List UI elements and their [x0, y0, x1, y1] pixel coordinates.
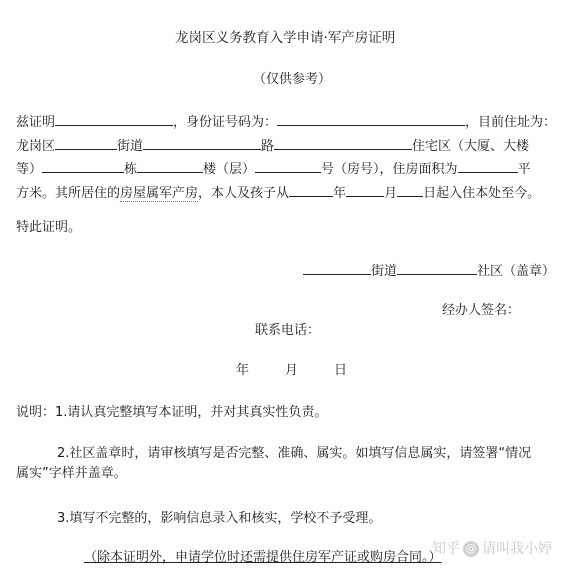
label-floor: 楼（层）: [203, 162, 256, 177]
note-3: 3.填写不完整的，影响信息录入和核实，学校不予受理。: [57, 511, 382, 526]
date-day: 日: [334, 363, 348, 378]
date-month: 月: [285, 363, 299, 378]
blank-road[interactable]: [143, 136, 261, 150]
document-title: 龙岗区义务教育入学申请·军产房证明: [175, 30, 396, 46]
date-year: 年: [236, 363, 250, 378]
blank-stamp-community[interactable]: [397, 261, 477, 275]
blank-building[interactable]: [42, 159, 124, 173]
note-1: 说明：1.请认真完整填写本证明，并对其真实性负责。: [16, 405, 328, 420]
label-certify-name: 兹证明: [16, 115, 56, 130]
line-1: [16, 112, 556, 132]
label-month: 月: [384, 186, 398, 201]
label-year: 年: [333, 186, 347, 201]
note-2-line-1: 2.社区盖章时，请审核填写是否完整、准确、属实。如填写信息属实，请签署“情况: [57, 446, 532, 461]
label-building: 栋: [124, 162, 138, 177]
blank-area[interactable]: [458, 159, 518, 173]
blank-stamp-street[interactable]: [303, 261, 371, 275]
watermark-brand: 知乎: [432, 541, 460, 557]
blank-floor[interactable]: [137, 159, 203, 173]
line-2: [16, 136, 529, 156]
line-3: [16, 159, 531, 179]
blank-room[interactable]: [255, 159, 321, 173]
footer-note: （除本证明外，申请学位时还需提供住房军产证或购房合同。）: [84, 550, 442, 565]
blank-month[interactable]: [346, 183, 384, 197]
watermark: [432, 540, 552, 558]
line-4: [16, 183, 540, 203]
label-street: 街道: [117, 139, 144, 154]
certify-text: 特此证明。: [16, 220, 82, 235]
blank-id-number[interactable]: [277, 112, 465, 126]
label-area: 号（房号），住房面积为: [321, 162, 458, 177]
label-road: 路: [261, 139, 275, 154]
blank-residential[interactable]: [274, 136, 412, 150]
blank-street[interactable]: [55, 136, 117, 150]
label-district: 龙岗区: [16, 139, 56, 154]
label-residence: 方米。其所居住的: [16, 186, 121, 201]
handler-signature-label: 经办人签名：: [442, 303, 521, 318]
blank-name[interactable]: [55, 112, 173, 126]
label-area-unit: 平: [517, 162, 531, 177]
label-current-address: ，目前住址为：: [465, 115, 557, 130]
label-stamp-street: 街道: [371, 264, 398, 279]
label-community-stamp: 社区（盖章）: [477, 264, 556, 279]
watermark-at-icon: @: [463, 541, 479, 557]
label-id-number: ，身份证号码为：: [173, 115, 278, 130]
label-military-housing: 房屋属军产房: [120, 186, 199, 201]
watermark-user: 请叫我小婷: [482, 541, 552, 557]
label-etc: 等）: [16, 162, 43, 177]
label-since: ，本人及孩子从: [198, 186, 290, 201]
blank-day[interactable]: [397, 183, 423, 197]
label-move-in: 日起入住本处至今。: [423, 186, 541, 201]
label-residential: 住宅区（大厦、大楼: [412, 139, 530, 154]
stamp-line: [303, 261, 555, 281]
contact-phone-label: 联系电话：: [255, 323, 321, 338]
document-subtitle: （仅供参考）: [253, 72, 332, 87]
note-2-line-2: 属实”字样并盖章。: [16, 466, 127, 481]
blank-year[interactable]: [289, 183, 333, 197]
